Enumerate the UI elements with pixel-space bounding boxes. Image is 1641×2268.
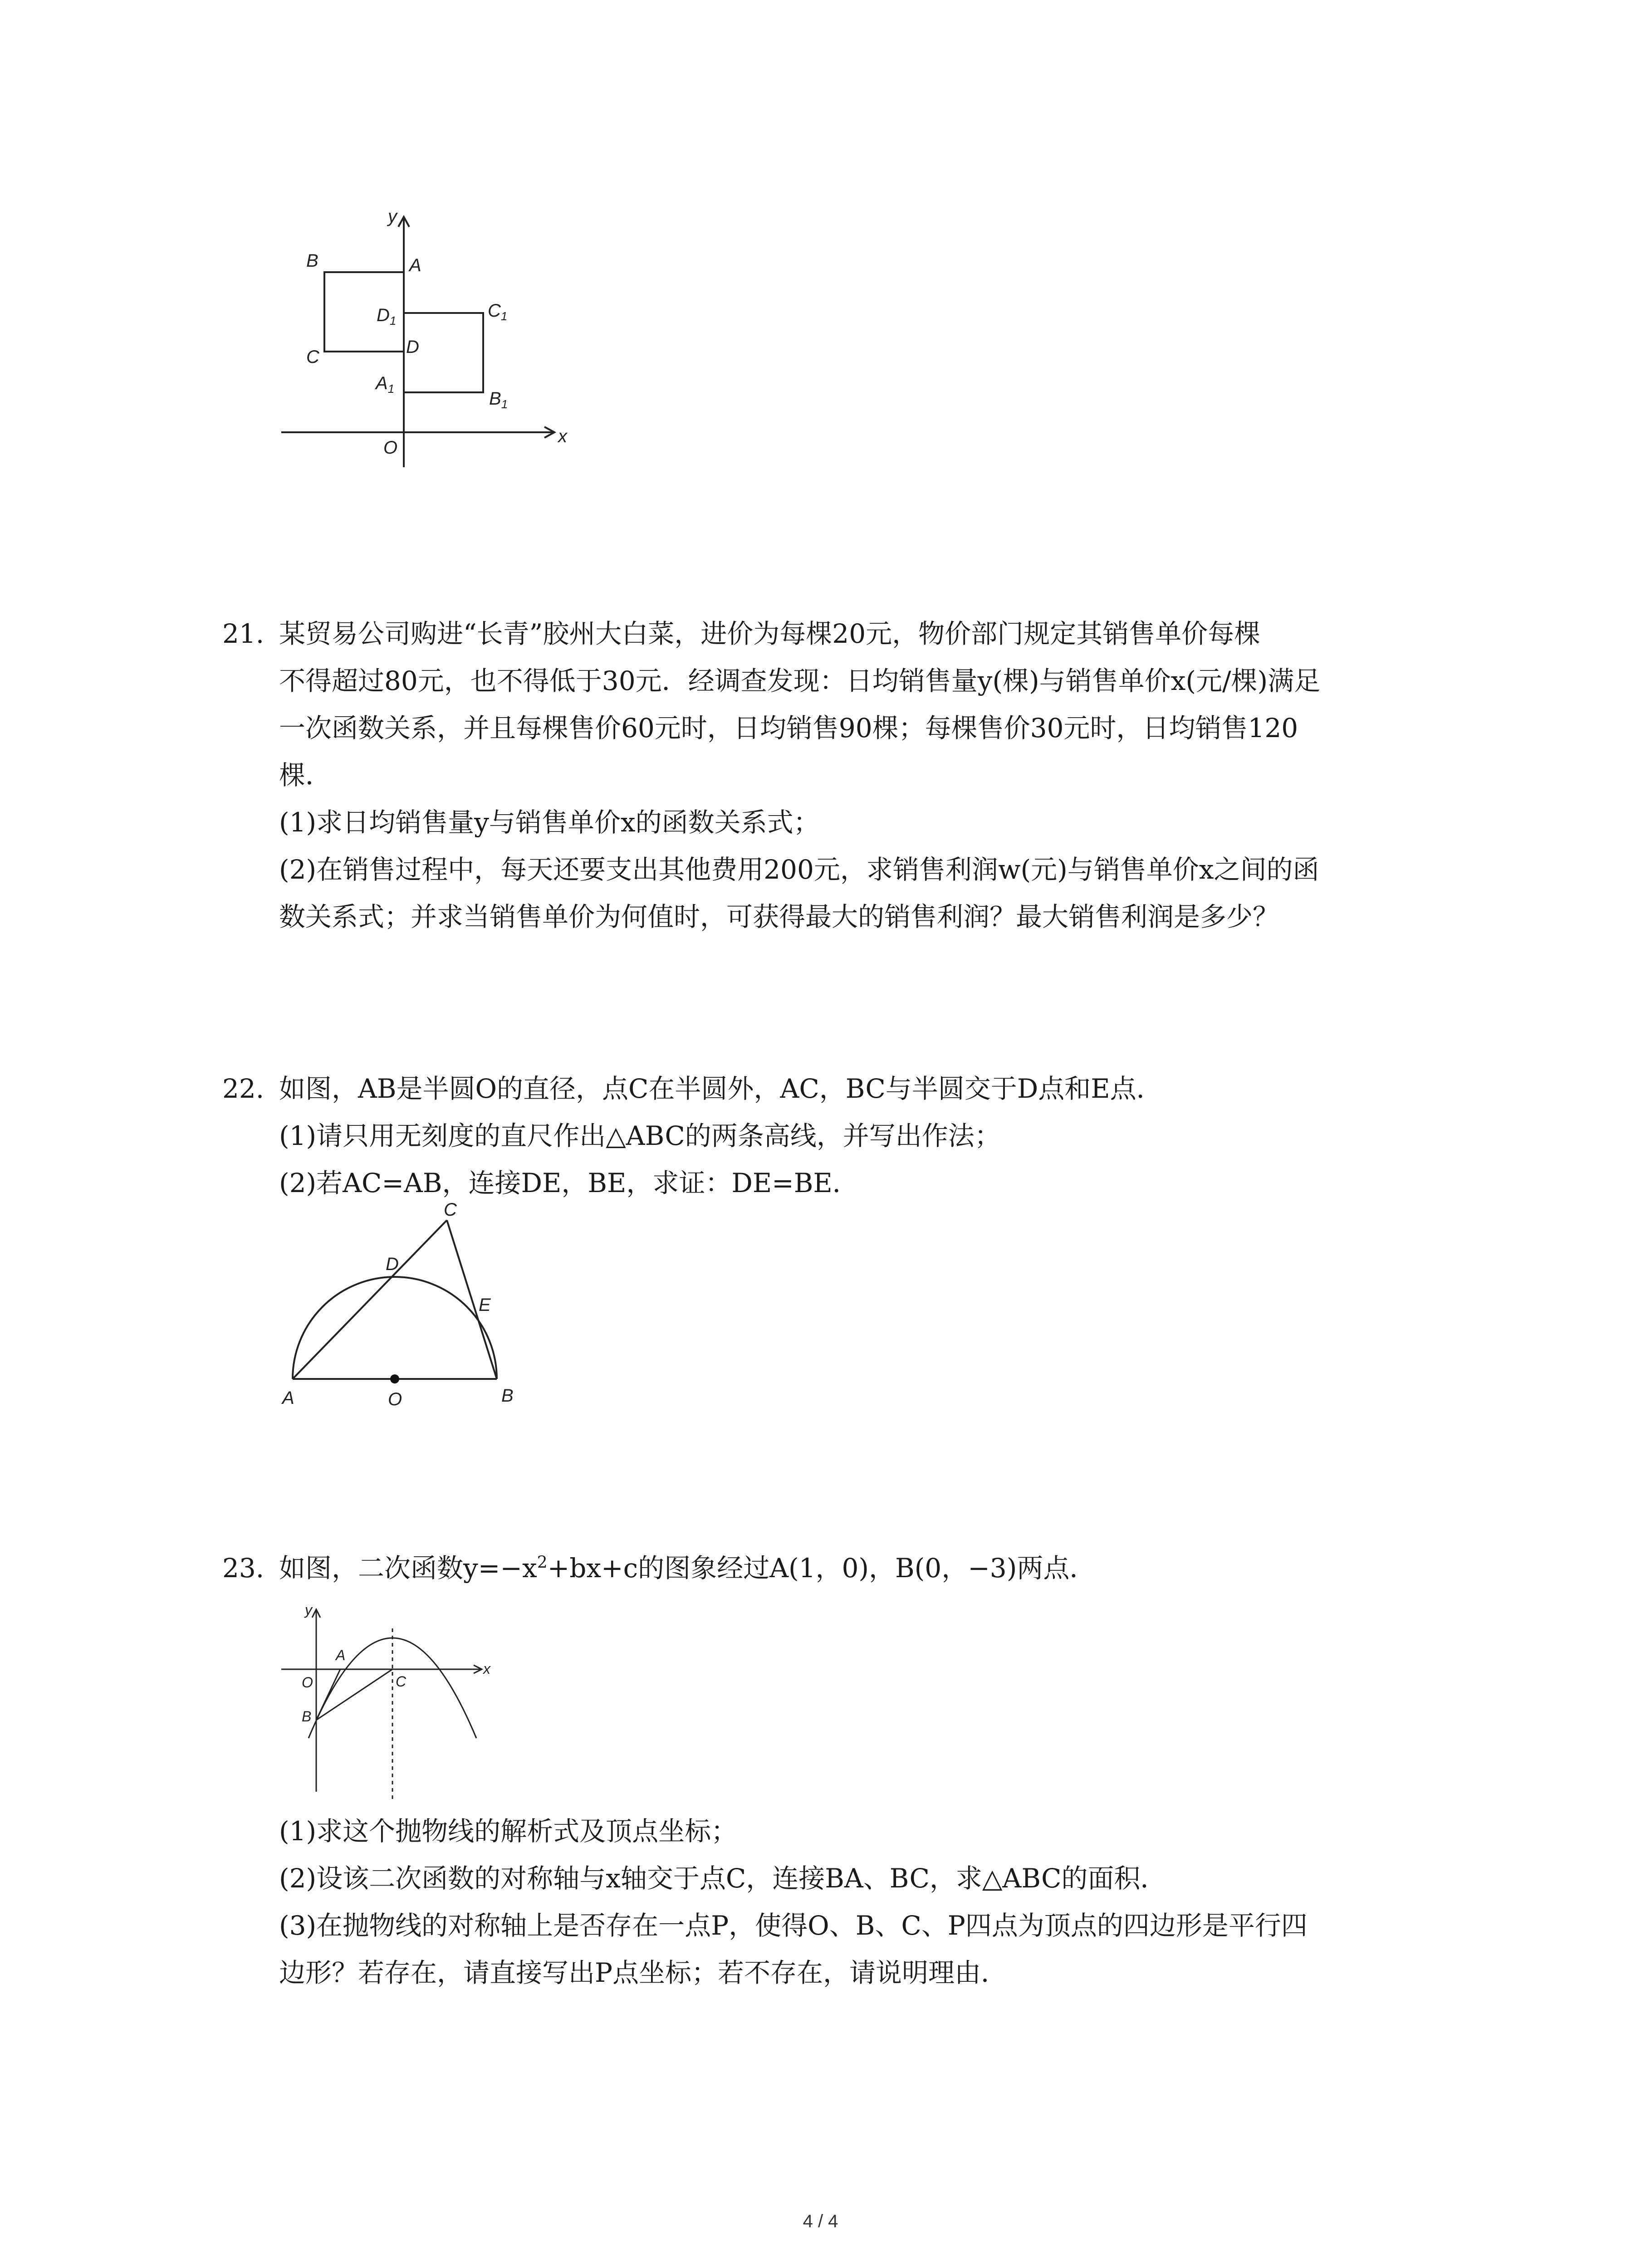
label-x: x xyxy=(483,1661,490,1677)
q21-line-2: 不得超过80元，也不得低于30元．经调查发现：日均销售量y(棵)与销售单价x(元/棵)满足 xyxy=(279,665,1321,696)
segment-ac xyxy=(293,1220,447,1379)
figure-semicircle xyxy=(272,1198,526,1415)
q21-part-2-cont: 数关系式；并求当销售单价为何值时，可获得最大的销售利润？最大销售利润是多少？ xyxy=(279,901,1279,932)
question-23-parts xyxy=(222,1808,1308,1996)
label-o: O xyxy=(383,438,398,458)
page-number: 4 / 4 xyxy=(803,2211,838,2231)
q22-part-1: (1)请只用无刻度的直尺作出△ABC的两条高线，并写出作法； xyxy=(279,1120,1001,1151)
label-x: x xyxy=(558,426,567,446)
label-b: B xyxy=(302,1708,312,1725)
q21-part-1: (1)求日均销售量y与销售单价x的函数关系式； xyxy=(279,807,820,838)
q23-line-1: 23. 如图，二次函数$y=-x^2+bx+c$的图象经过A(1，0)，B(0，−3)两点． xyxy=(222,1545,1096,1592)
center-point-o xyxy=(390,1374,399,1383)
label-b: B xyxy=(306,251,318,271)
square-abcd xyxy=(324,272,404,352)
q23-number: 23. xyxy=(222,1553,265,1584)
q22-part-2: (2)若AC=AB，连接DE，BE，求证：DE=BE． xyxy=(279,1168,859,1198)
question-22 xyxy=(222,1065,1163,1207)
q21-line-4: 棵． xyxy=(279,760,332,791)
q22-line-1: 22. 如图，AB是半圆O的直径，点C在半圆外，AC，BC与半圆交于D点和E点． xyxy=(222,1065,1163,1112)
label-y: y xyxy=(305,1602,312,1618)
label-b1: $B_1$ xyxy=(489,389,508,411)
label-d1: $D_1$ xyxy=(377,305,397,327)
label-a: A xyxy=(282,1388,294,1408)
q22-number: 22. xyxy=(222,1073,265,1104)
q21-line-3: 一次函数关系，并且每棵售价60元时，日均销售90棵；每棵售价30元时，日均销售120 xyxy=(279,713,1298,743)
q23-part-3: (3)在抛物线的对称轴上是否存在一点P，使得O、B、C、P四点为顶点的四边形是平行四 xyxy=(279,1910,1308,1941)
label-c: C xyxy=(444,1200,457,1220)
label-b: B xyxy=(501,1386,514,1406)
label-y: y xyxy=(388,209,397,226)
label-d: D xyxy=(386,1254,399,1274)
label-a1: $A_1$ xyxy=(376,373,395,396)
q23-part-2: (2)设该二次函数的对称轴与x轴交于点C，连接BA、BC，求△ABC的面积． xyxy=(279,1863,1167,1894)
q23-part-1: (1)求这个抛物线的解析式及顶点坐标； xyxy=(279,1816,738,1847)
label-o: O xyxy=(302,1674,313,1691)
question-23 xyxy=(222,1545,1096,1592)
label-c: C xyxy=(306,347,319,367)
figure-parabola xyxy=(272,1601,499,1801)
q21-line-1: 21. 某贸易公司购进“长青”胶州大白菜，进价为每棵20元，物价部门规定其销售单价每棵 xyxy=(222,610,1320,657)
label-c: C xyxy=(396,1673,407,1690)
label-d: D xyxy=(406,337,419,357)
figure-squares-coordinate xyxy=(268,209,585,472)
label-e: E xyxy=(479,1295,491,1315)
question-21 xyxy=(222,610,1320,940)
label-o: O xyxy=(388,1389,402,1409)
label-a: A xyxy=(409,255,421,275)
q21-part-2: (2)在销售过程中，每天还要支出其他费用200元，求销售利润w(元)与销售单价x之间的函 xyxy=(279,854,1319,885)
label-a: A xyxy=(336,1647,346,1663)
q21-number: 21. xyxy=(222,618,265,649)
label-c1: $C_1$ xyxy=(488,301,508,323)
q23-part-3-cont: 边形？若存在，请直接写出P点坐标；若不存在，请说明理由． xyxy=(279,1957,1008,1988)
semicircle-arc xyxy=(293,1277,497,1379)
